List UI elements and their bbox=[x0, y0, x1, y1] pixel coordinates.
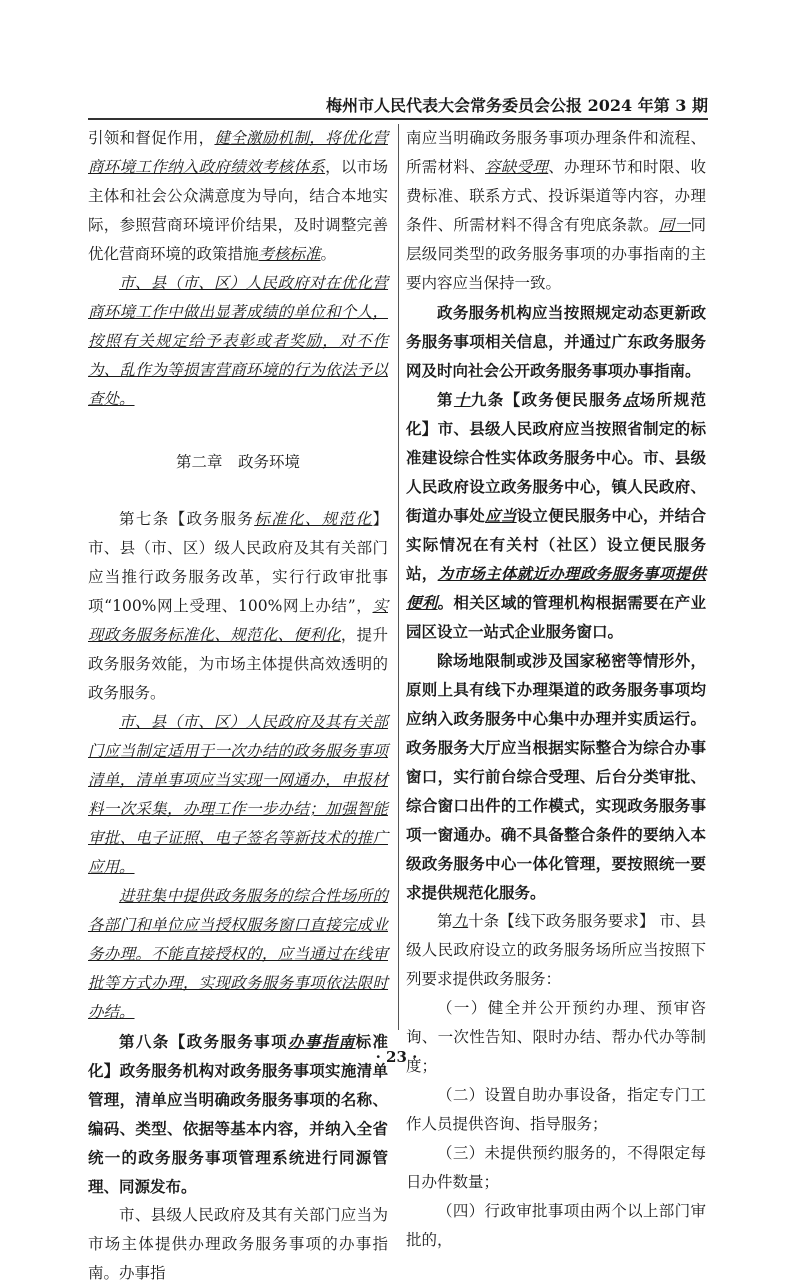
journal-header: 梅州市人民代表大会常务委员会公报 2024 年第 3 期 bbox=[326, 96, 708, 115]
text-run: 、办理环节和时限、收费标准、联系方式、投诉渠道等内容，办理条件、所需材料不得含有兜底条款。 bbox=[406, 158, 706, 234]
text-run: 场所规范化】市、 bbox=[406, 390, 706, 438]
paragraph-guide: 市、县级人民政府及其有关部门应当为市场主体提供办理政务服务事项的办事指南。办事指 bbox=[88, 1206, 388, 1282]
amended-text: 实现政务服务标准化、规范化、便利化 bbox=[88, 597, 388, 644]
amended-text: 点 bbox=[622, 390, 640, 409]
paragraph-centralized: 除场地限制或涉及国家秘密等情形外，原则上具有线下办理渠道的政务服务事项均应纳入政务服务中心集中办理并实质运行。政务服务大厅应当根据实际整合为综合办事窗口，实行前台综合受理、后台分类审批、综合窗口出件的工作模式，实现政务服务事项一窗通办。确不具备整合条件的要纳入本级政务服务中心一体化管理，要按照统一要求提供规范化服务。 bbox=[406, 651, 706, 902]
text-run: 第 bbox=[437, 912, 453, 930]
header-rule bbox=[88, 118, 708, 120]
paragraph-window-authorization: 进驻集中提供政务服务的综合性场所的各部门和单位应当授权服务窗口直接完成业务办理。不能直接授权的，应当通过在线审批等方式办理，实现政务服务事项依法限时办结。 bbox=[88, 887, 388, 1021]
article-90 bbox=[406, 907, 706, 994]
text-run: 政务服务机构对政务服务事项实施清单管理，清单应当明确政务服务事项的名称、编码、类型、依据等基本内容，并纳入全省统一的政务服务事项管理系统进行同源管理、同源发布。 bbox=[88, 1061, 388, 1196]
right-column bbox=[406, 124, 706, 1255]
amended-text: 同一 bbox=[658, 216, 691, 234]
amended-text: 应当 bbox=[485, 506, 517, 525]
text-run: 九条【政务便民服务 bbox=[470, 390, 623, 409]
text-run: 第七条【政务服务 bbox=[119, 510, 255, 528]
amended-text: 为市场主体就近办理政务服务事项提供便利 bbox=[406, 564, 706, 612]
left-column bbox=[88, 124, 388, 1288]
text-run: 第八条【政务服务事项 bbox=[119, 1032, 288, 1051]
article-7 bbox=[88, 505, 388, 708]
text-run: 。 bbox=[320, 245, 337, 263]
text-run: 十条【线下政务服务要求】 市、县级人民政府设立的政务服务场所应当按照下列要求提供政务服务： bbox=[406, 912, 706, 988]
text-run: ，以市场主体和社会公众满意度为导向，结合本地实际，参照营商环境评价结果，及时调整完善优化营商环境的政策措施 bbox=[88, 158, 388, 263]
paragraph-dynamic-update: 政务服务机构应当按照规定动态更新政务服务事项相关信息，并通过广东政务服务网及时向社会公开政务服务事项办事指南。 bbox=[406, 303, 706, 380]
list-item-1: （一）健全并公开预约办理、预审咨询、一次性告知、限时办结、帮办代办等制度； bbox=[406, 999, 706, 1075]
paragraph-one-stop: 市、县（市、区）人民政府及其有关部门应当制定适用于一次办结的政务服务事项清单，清单事项应当实现一网通办，申报材料一次采集，办理工作一步办结；加强智能审批、电子证照、电子签名等新技术的推广应用。 bbox=[88, 713, 388, 876]
text-run: 南应当明确政务服务事项办理条件和流程、所需材料、 bbox=[406, 129, 706, 176]
paragraph-awards: 市、县（市、区）人民政府对在优化营商环境工作中做出显著成绩的单位和个人，按照有关规定给予表彰或者奖励，对不作为、乱作为等损害营商环境的行为依法予以查处。 bbox=[88, 274, 388, 408]
paragraph-incentive bbox=[88, 124, 388, 269]
list-item-2: （二）设置自助办事设备，指定专门工作人员提供咨询、指导服务； bbox=[406, 1086, 706, 1133]
text-run: 同层级同类型的政务服务事项的办事指南的主要内容应当保持一致。 bbox=[406, 216, 706, 292]
page-number: · 23 · bbox=[375, 1048, 418, 1066]
column-divider bbox=[398, 124, 399, 1030]
list-item-4: （四）行政审批事项由两个以上部门审批的， bbox=[406, 1202, 706, 1249]
amended-text: 考核标准 bbox=[258, 245, 321, 263]
list-item-3: （三）未提供预约服务的，不得限定每日办件数量； bbox=[406, 1144, 706, 1191]
text-run: 引领和督促作用， bbox=[88, 129, 215, 147]
amended-text: 办事指南 bbox=[287, 1032, 356, 1051]
text-run: 设立便民服务中心，并结合实际情况在有关村（社区）设立便民服务站， bbox=[406, 506, 706, 583]
amended-text: 标准化、规范化 bbox=[254, 510, 373, 528]
text-run: 第 bbox=[437, 390, 454, 409]
text-run: 县级人民政府应当按照省制定的标准建设综合性实体政务服务中心。市、县级人民政府设立政务服务中心，镇人民政府、街道办事处 bbox=[406, 419, 706, 525]
amended-text: 九 bbox=[452, 912, 469, 930]
paragraph-guide-cont bbox=[406, 124, 706, 298]
text-run: 】市、县（市、区）级人民政府及其有关部门应当推行政务服务改革，实行行政审批事项“100%网上受理、100%网上办结”， bbox=[88, 510, 388, 615]
text-run: ，提升政务服务效能，为市场主体提供高效透明的政务服务。 bbox=[88, 626, 388, 702]
text-run: 。相关区域的管理机构根据需要在产业园区设立一站式企业服务窗口。 bbox=[406, 593, 706, 641]
text-run: 标准化】 bbox=[88, 1032, 388, 1080]
amended-text: 十 bbox=[453, 390, 471, 409]
amended-text: 容缺受理 bbox=[485, 158, 549, 176]
chapter-title: 第二章 政务环境 bbox=[175, 453, 300, 471]
article-19 bbox=[406, 385, 706, 646]
amended-text: 健全激励机制，将优化营商环境工作纳入政府绩效考核体系 bbox=[88, 129, 388, 176]
